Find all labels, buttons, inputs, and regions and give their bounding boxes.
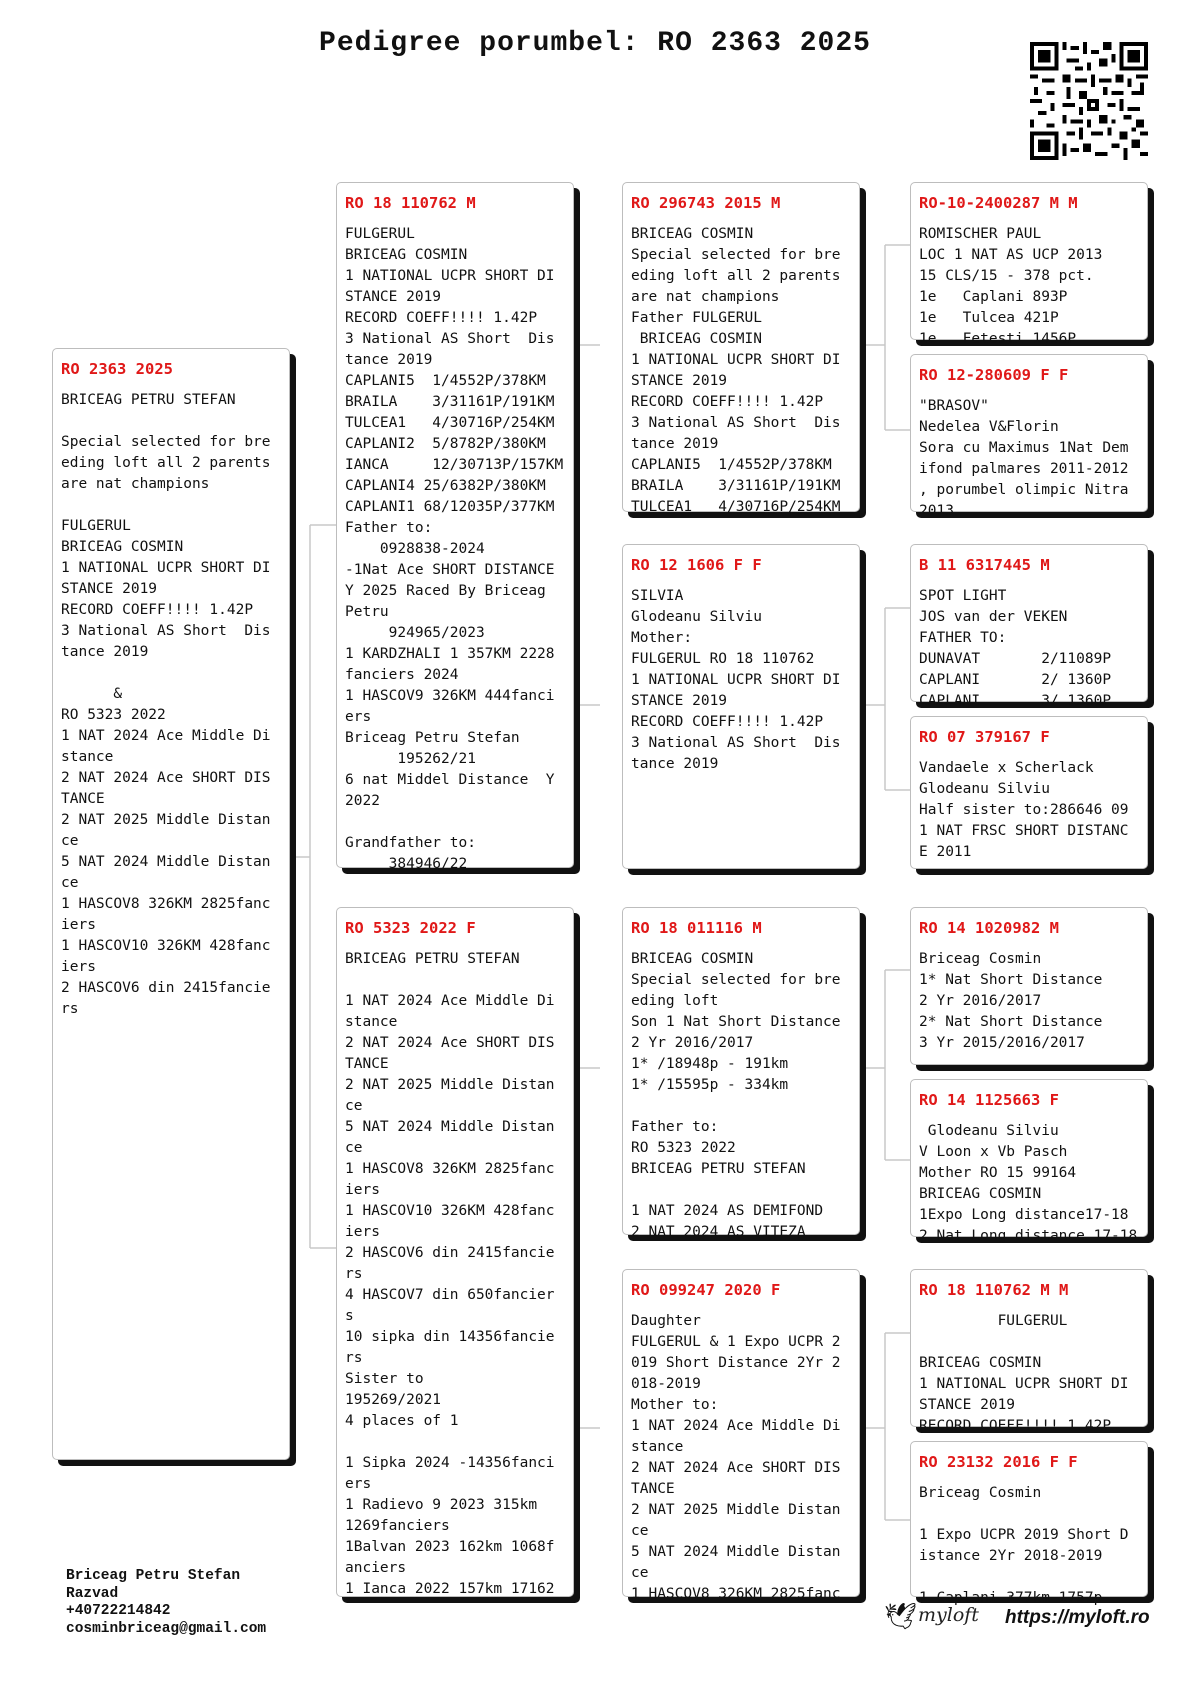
ggp-3-description: SPOT LIGHT JOS van der VEKEN FATHER TO: DUNAVAT 2/11089P CAPLANI 2/ 1360P CAPLANI 3/ 1360P: [919, 588, 1112, 709]
dam-dam-card[interactable]: [622, 1269, 860, 1602]
sire-sire-card[interactable]: [622, 182, 860, 515]
dam-dam-ring-number: RO 099247 2020 F: [631, 1281, 781, 1299]
dam-sire-card[interactable]: [622, 907, 860, 1240]
ggp-1-description: ROMISCHER PAUL LOC 1 NAT AS UCP 2013 15 CLS/15 - 378 pct. 1e Caplani 893P 1e Tulcea 421P 1e Fetesti 1456P: [919, 226, 1103, 347]
brand-url-link[interactable]: https://myloft.ro: [1005, 1607, 1150, 1628]
subject-card[interactable]: [52, 348, 290, 1460]
sire-dam-ring-number: RO 12 1606 F F: [631, 556, 762, 574]
sire-dam-description: SILVIA Glodeanu Silviu Mother: FULGERUL RO 18 110762 1 NATIONAL UCPR SHORT DI STANCE 2019 RECORD COEFF!!!! 1.42P 3 National AS Short Dis tance 2019: [631, 588, 841, 772]
dam-sire-description: BRICEAG COSMIN Special selected for bre eding loft Son 1 Nat Short Distance 2 Yr 2016/2017 1* /18948p - 191km 1* /15595p - 334km Father to: RO 5323 2022 BRICEAG PETRU STEFAN 1 NAT 2024 AS DEMIFOND 2 NAT 2024 AS VITEZA: [631, 951, 841, 1240]
ggp-7-ring-number: RO 18 110762 M M: [919, 1281, 1069, 1299]
ggp-card-4[interactable]: [910, 716, 1148, 869]
ggp-8-ring-number: RO 23132 2016 F F: [919, 1453, 1078, 1471]
ggp-5-description: Briceag Cosmin 1* Nat Short Distance 2 Yr 2016/2017 2* Nat Short Distance 3 Yr 2015/2016/2017: [919, 951, 1103, 1051]
ggp-4-ring-number: RO 07 379167 F: [919, 728, 1050, 746]
dam-card[interactable]: [336, 907, 574, 1597]
dam-sire-ring-number: RO 18 011116 M: [631, 919, 762, 937]
ggp-2-ring-number: RO 12-280609 F F: [919, 366, 1069, 384]
ggp-8-description: Briceag Cosmin 1 Expo UCPR 2019 Short D istance 2Yr 2018-2019 1 Caplani 377km 1757p: [919, 1485, 1129, 1606]
ggp-card-3[interactable]: [910, 544, 1148, 709]
sire-sire-ring-number: RO 296743 2015 M: [631, 194, 781, 212]
ggp-5-ring-number: RO 14 1020982 M: [919, 919, 1059, 937]
dam-ring-number: RO 5323 2022 F: [345, 919, 476, 937]
sire-ring-number: RO 18 110762 M: [345, 194, 476, 212]
ggp-card-8[interactable]: [910, 1441, 1148, 1606]
brand-logo: myloft: [918, 1604, 979, 1626]
sire-sire-description: BRICEAG COSMIN Special selected for bre eding loft all 2 parents are nat champions Father FULGERUL BRICEAG COSMIN 1 NATIONAL UCPR SHORT DI STANCE 2019 RECORD COEFF!!!! 1.42P 3 National AS Short Dis tance 2019 CAPLANI5 1/4552P/378KM BRAILA 3/31161P/191KM TULCEA1 4/30716P/254KM: [631, 226, 841, 515]
sire-dam-card[interactable]: [622, 544, 860, 869]
ggp-3-ring-number: B 11 6317445 M: [919, 556, 1050, 574]
ggp-6-ring-number: RO 14 1125663 F: [919, 1091, 1059, 1109]
ggp-card-5[interactable]: [910, 907, 1148, 1065]
ggp-card-2[interactable]: [910, 354, 1148, 519]
sire-card[interactable]: [336, 182, 574, 872]
owner-contact: Briceag Petru Stefan Razvad +40722214842 cosminbriceag@gmail.com: [66, 1568, 267, 1637]
page-title: Pedigree porumbel: RO 2363 2025: [319, 28, 871, 59]
sire-description: FULGERUL BRICEAG COSMIN 1 NATIONAL UCPR SHORT DI STANCE 2019 RECORD COEFF!!!! 1.42P 3 National AS Short Dis tance 2019 CAPLANI5 1/4552P/378KM BRAILA 3/31161P/191KM TULCEA1 4/30716P/254KM CAPLANI2 5/8782P/380KM IANCA 12/30713P/157KM CAPLANI4 25/6382P/380KM CAPLANI1 68/12035P/377KM Father to: 0928838-2024 -1Nat Ace SHORT DISTANCE Y 2025 Raced By Briceag Petru 924965/2023 1 KARDZHALI 1 357KM 2228 fanciers 2024 1 HASCOV9 326KM 444fanci ers Briceag Petru Stefan 195262/21 6 nat Middel Distance Y 2022 Grandfather to: 384946/22: [345, 226, 564, 872]
ggp-2-description: "BRASOV" Nedelea V&Florin Sora cu Maximus 1Nat Dem ifond palmares 2011-2012 , porumbel olimpic Nitra 2013: [919, 398, 1129, 519]
ggp-card-7[interactable]: [910, 1269, 1148, 1434]
ggp-1-ring-number: RO-10-2400287 M M: [919, 194, 1078, 212]
ggp-6-description: Glodeanu Silviu V Loon x Vb Pasch Mother RO 15 99164 BRICEAG COSMIN 1Expo Long distance17-18 2 Nat Long distance 17-18: [919, 1123, 1138, 1244]
dam-dam-description: Daughter FULGERUL & 1 Expo UCPR 2 019 Short Distance 2Yr 2 018-2019 Mother to: 1 NAT 2024 Ace Middle Di stance 2 NAT 2024 Ace SHORT DIS TANCE 2 NAT 2025 Middle Distan ce 5 NAT 2024 Middle Distan ce 1 HASCOV8 326KM 2825fanc: [631, 1313, 841, 1602]
subject-ring-number: RO 2363 2025: [61, 360, 173, 378]
ggp-4-description: Vandaele x Scherlack Glodeanu Silviu Half sister to:286646 09 1 NAT FRSC SHORT DISTANC E 2011: [919, 760, 1129, 860]
dam-description: BRICEAG PETRU STEFAN 1 NAT 2024 Ace Middle Di stance 2 NAT 2024 Ace SHORT DIS TANCE 2 NAT 2025 Middle Distan ce 5 NAT 2024 Middle Distan ce 1 HASCOV8 326KM 2825fanc iers 1 HASCOV10 326KM 428fanc iers 2 HASCOV6 din 2415fancie rs 4 HASCOV7 din 650fancier s 10 sipka din 14356fancie rs Sister to 195269/2021 4 places of 1 1 Sipka 2024 -14356fanci ers 1 Radievo 9 2023 315km 1269fanciers 1Balvan 2023 162km 1068f anciers 1 Ianca 2022 157km 17162: [345, 951, 555, 1597]
subject-description: BRICEAG PETRU STEFAN Special selected for bre eding loft all 2 parents are nat champions FULGERUL BRICEAG COSMIN 1 NATIONAL UCPR SHORT DI STANCE 2019 RECORD COEFF!!!! 1.42P 3 National AS Short Dis tance 2019 & RO 5323 2022 1 NAT 2024 Ace Middle Di stance 2 NAT 2024 Ace SHORT DIS TANCE 2 NAT 2025 Middle Distan ce 5 NAT 2024 Middle Distan ce 1 HASCOV8 326KM 2825fanc iers 1 HASCOV10 326KM 428fanc iers 2 HASCOV6 din 2415fancie rs: [61, 392, 271, 1017]
ggp-7-description: FULGERUL BRICEAG COSMIN 1 NATIONAL UCPR SHORT DI STANCE 2019 RECORD COEFF!!!! 1.42P: [919, 1313, 1129, 1434]
bird-logo-icon: 🕊: [884, 1602, 918, 1632]
ggp-card-1[interactable]: [910, 182, 1148, 347]
ggp-card-6[interactable]: [910, 1079, 1148, 1244]
